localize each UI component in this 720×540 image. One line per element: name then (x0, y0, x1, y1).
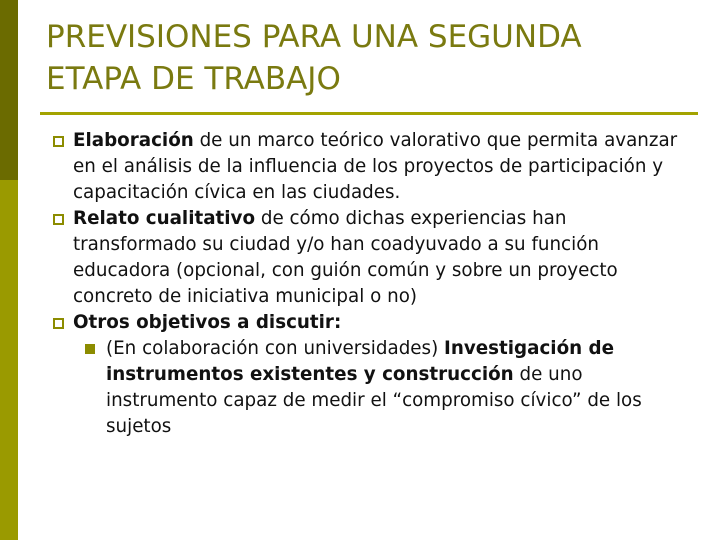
slide-title-line-1: PREVISIONES PARA UNA SEGUNDA (46, 19, 582, 55)
bullet-item-elaboracion (48, 128, 688, 206)
sub-bullet-item-investigacion (73, 336, 688, 440)
bullet-list (48, 128, 688, 440)
bullet-item-relato (48, 206, 688, 310)
hollow-square-bullet-icon (53, 318, 64, 329)
left-bar-bottom (0, 180, 18, 540)
sub-bullet-text: de uno instrumento capaz de medir el “compromiso cívico” de los sujetos (106, 364, 642, 437)
bullet-item-otros-objetivos (48, 310, 688, 440)
title-underline (40, 112, 698, 115)
slide-title-line-2: ETAPA DE TRABAJO (46, 61, 341, 97)
bullet-text: de cómo dichas experiencias han transformado su ciudad y/o han coadyuvado a su función educadora (opcional, con guión común y sobre un proyecto concreto de iniciativa municipal o no) (73, 208, 618, 307)
bullet-bold-text: Elaboración (73, 130, 194, 151)
sub-bullet-pre-text: (En colaboración con universidades) (106, 338, 445, 359)
hollow-square-bullet-icon (53, 214, 64, 225)
bullet-bold-text: Otros objetivos a discutir: (73, 312, 342, 333)
bullet-bold-text: Relato cualitativo (73, 208, 256, 229)
slide-title (46, 16, 686, 100)
bullet-text: de un marco teórico valorativo que permita avanzar en el análisis de la influencia de los proyectos de participación y capacitación cívica en las ciudades. (73, 130, 678, 203)
left-bar-top (0, 0, 18, 180)
sub-bullet-bold-text: Investigación de instrumentos existentes y construcción (106, 338, 614, 385)
sub-bullet-list (73, 336, 688, 440)
filled-square-bullet-icon (85, 344, 95, 354)
hollow-square-bullet-icon (53, 136, 64, 147)
